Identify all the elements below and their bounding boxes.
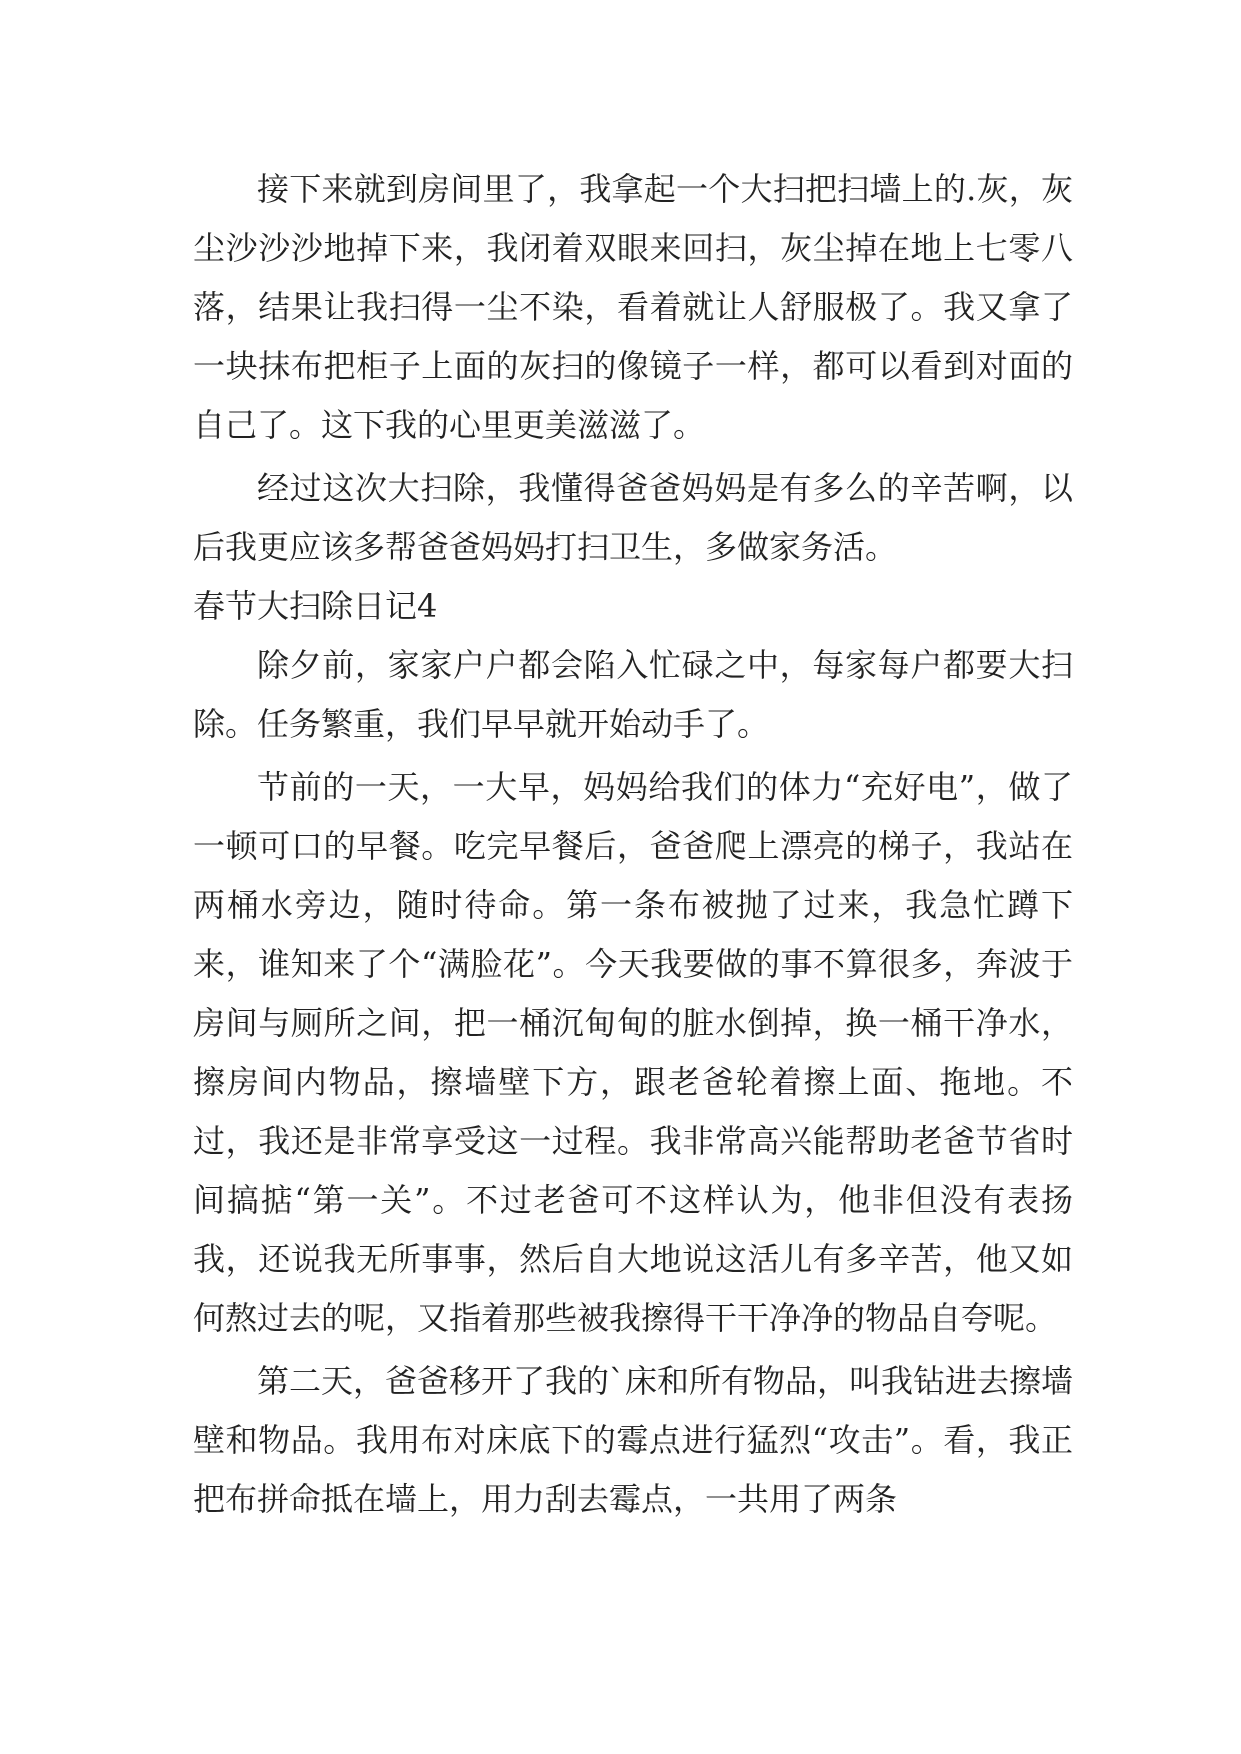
paragraph-second-day: 第二天，爸爸移开了我的`床和所有物品，叫我钻进去擦墙壁和物品。我用布对床底下的霉点进行猛烈“攻击”。看，我正把布拼命抵在墙上，用力刮去霉点，一共用了两条	[193, 1362, 1074, 1518]
paragraph-cleaning-room: 接下来就到房间里了，我拿起一个大扫把扫墙上的.灰，灰尘沙沙沙地掉下来，我闭着双眼来回扫，灰尘掉在地上七零八落，结果让我扫得一尘不染，看着就让人舒服极了。我又拿了一块抹布把柜子上面的灰扫的像镜子一样，都可以看到对面的自己了。这下我的心里更美滋滋了。	[193, 170, 1073, 444]
paragraph-first-day: 节前的一天，一大早，妈妈给我们的体力“充好电”，做了一顿可口的早餐。吃完早餐后，爸爸爬上漂亮的梯子，我站在两桶水旁边，随时待命。第一条布被抛了过来，我急忙蹲下来，谁知来了个“满脸花”。今天我要做的事不算很多，奔波于房间与厕所之间，把一桶沉甸甸的脏水倒掉，换一桶干净水，擦房间内物品，擦墙壁下方，跟老爸轮着擦上面、拖地。不过，我还是非常享受这一过程。我非常高兴能帮助老爸节省时间搞掂“第一关”。不过老爸可不这样认为，他非但没有表扬我，还说我无所事事，然后自大地说这活儿有多辛苦，他又如何熬过去的呢，又指着那些被我擦得干干净净的物品自夸呢。	[193, 768, 1073, 1337]
document-body	[193, 160, 1073, 1529]
section-heading: 春节大扫除日记4	[193, 587, 438, 625]
paragraph-lesson-learned: 经过这次大扫除，我懂得爸爸妈妈是有多么的辛苦啊，以后我更应该多帮爸爸妈妈打扫卫生，多做家务活。	[193, 469, 1073, 566]
paragraph-new-year-eve: 除夕前，家家户户都会陷入忙碌之中，每家每户都要大扫除。任务繁重，我们早早就开始动手了。	[193, 646, 1073, 743]
